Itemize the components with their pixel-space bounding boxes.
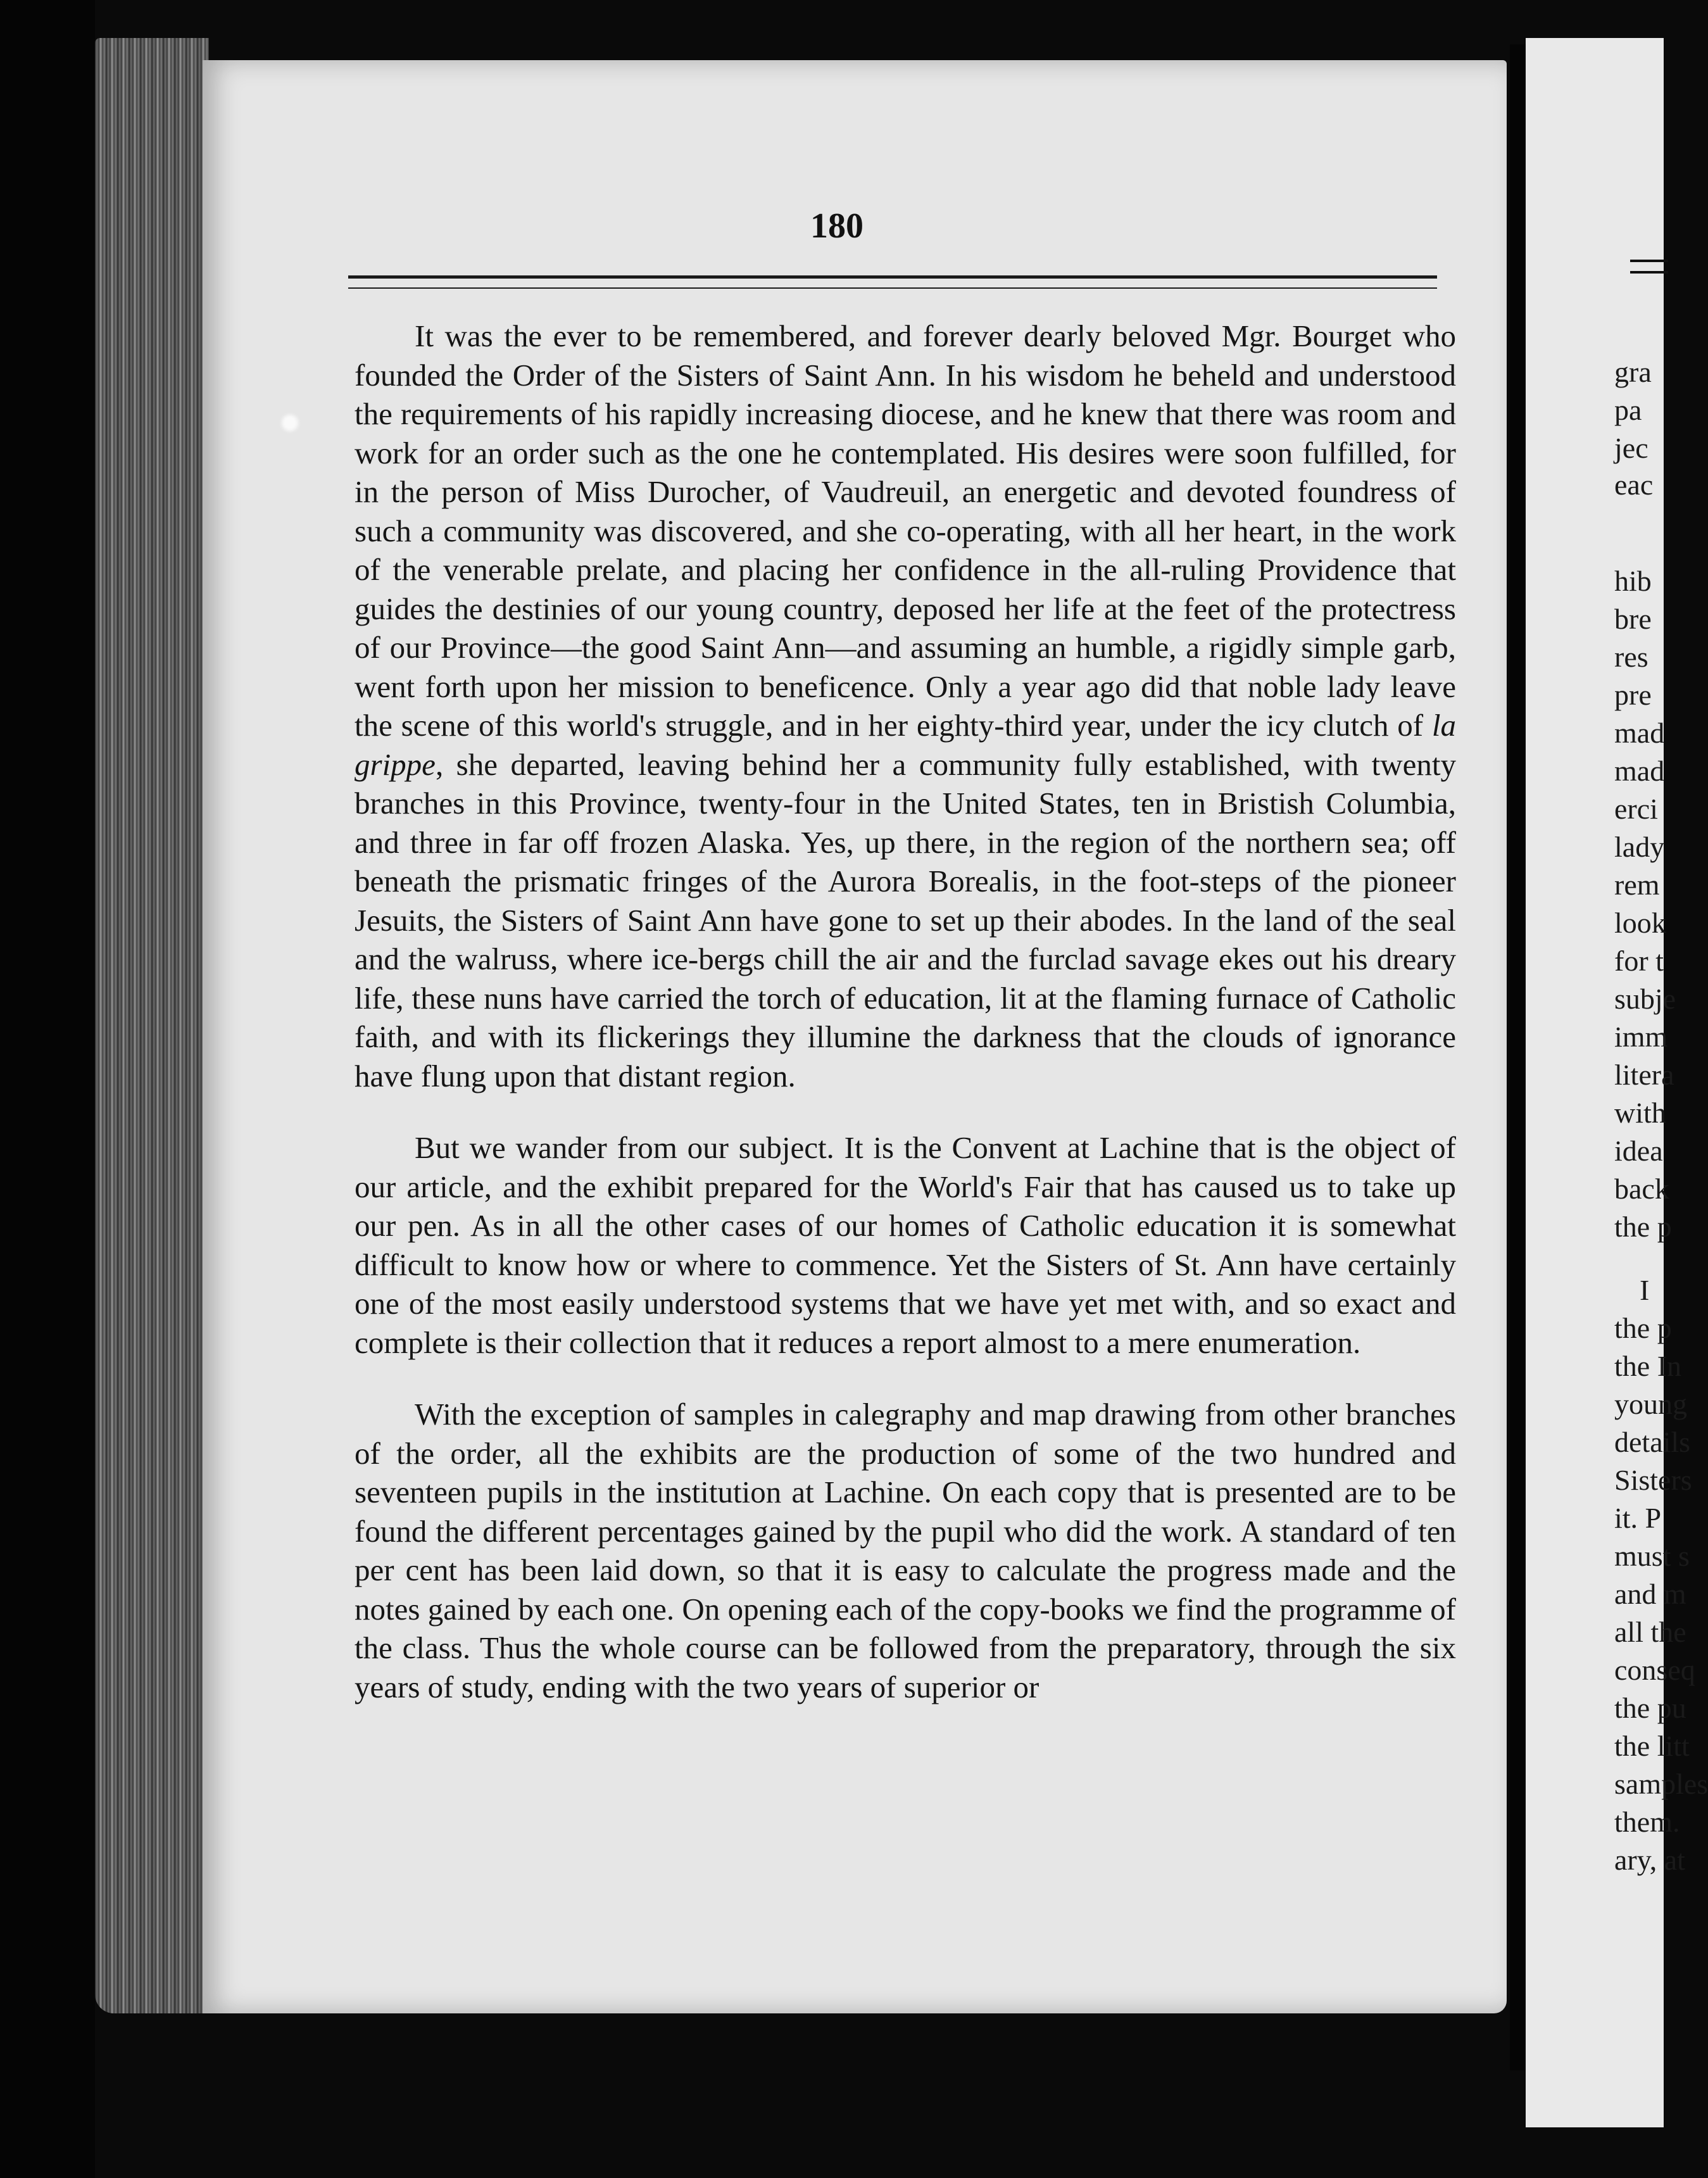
facing-page-line: idea [1614,1135,1663,1167]
facing-page-line: pa [1614,394,1642,426]
facing-page-line: imm [1614,1021,1668,1053]
facing-page-line: look [1614,907,1666,939]
facing-page-line: back [1614,1173,1669,1205]
facing-page-line: must s [1614,1540,1690,1572]
facing-page-line: rem [1614,869,1660,901]
facing-page-line: subje [1614,983,1676,1015]
facing-page-line: with [1614,1097,1666,1129]
facing-page-line: details [1614,1426,1691,1458]
facing-page-line: hib [1614,565,1652,597]
facing-page-line: the p [1614,1211,1672,1243]
page-number: 180 [810,206,863,246]
facing-page-line: the p [1614,1312,1672,1344]
facing-page-line: the In [1614,1350,1682,1382]
paragraph-3: With the exception of samples in calegraphy and map drawing from other branches of the order, all the exhibits are the production of some of the two hundred and seventeen pupils in the institution at Lachine. On each copy that is presented are to be found the different percentages gained by the pupil who did the work. A standard of ten per cent has been laid down, so that it is easy to calculate the progress made and the notes gained by each one. On opening each of the copy-books we find the programme of the class. Thus the whole course can be followed from the preparatory, through the six years of study, ending with the two years of superior or [355,1397,1456,1704]
facing-page-header-rule [1630,260,1668,274]
book-page-edges [95,38,209,2013]
facing-page-line: young [1614,1388,1687,1420]
facing-page-line: gra [1614,356,1652,388]
facing-page-line: it. P [1614,1502,1662,1534]
paragraph-2: But we wander from our subject. It is the Convent at Lachine that is the object of our article, and the exhibit prepared for the World's Fair that has caused us to take up our pen. As in all the other cases of our homes of Catholic education it is somewhat difficult to know how or where to commence. Yet the Sisters of St. Ann have certainly one of the most easily understood systems that we have yet met with, and so exact and complete is their collection that it reduces a report almost to a mere enumeration. [355,1130,1456,1360]
facing-page-line: all the [1614,1616,1686,1648]
page-body [355,317,1456,1706]
facing-page [1526,38,1708,2127]
paragraph-1-text: It was the ever to be remembered, and forever dearly beloved Mgr. Bourget who founded the Order of the Sisters of Saint Ann. In his wisdom he beheld and understood the requirements of his rapidly increasing diocese, and he knew that there was room and work for an order such as the one he contemplated. His desires were soon fulfilled, for in the person of Miss Durocher, of Vaudreuil, an energetic and devoted foundress of such a community was discovered, and she co-operating, with all her heart, in the work of the venerable prelate, and placing her confidence in the all-ruling Providence that guides the destinies of our young country, deposed her life at the feet of the protectress of our Province—the good Saint Ann—and assuming an humble, a rigidly simple garb, went forth upon her mission to beneficence. Only a year ago did that noble lady leave the scene of this world's struggle, and in her eighty-third year, under the icy clutch of [355,318,1456,743]
facing-page-line: the litt [1614,1730,1690,1762]
facing-page-line: conseq [1614,1654,1695,1686]
paragraph-1-tail: , she departed, leaving behind her a community fully established, with twenty branches in this Province, twenty-four in the United States, ten in Bristish Columbia, and three in far off frozen Alaska. Yes, up there, in the region of the northern sea; off beneath the prismatic fringes of the Aurora Borealis, in the foot-steps of the pioneer Jesuits, the Sisters of Saint Ann have gone to set up their abodes. In the land of the seal and the walruss, where ice-bergs chill the air and the furclad savage ekes out his dreary life, these nuns have carried the torch of education, lit at the flaming furnace of Catholic faith, and with its flickerings they illumine the darkness that the clouds of ignorance have flung upon that distant region. [355,746,1456,1093]
facing-page-line: samples [1614,1768,1708,1800]
facing-page-line: Sisters [1614,1464,1692,1496]
facing-page-line: eac [1614,469,1654,501]
facing-page-line: them. [1614,1806,1680,1838]
facing-page-line: I [1640,1274,1650,1306]
film-speck [282,415,298,431]
facing-page-line: and m [1614,1578,1686,1610]
facing-page-line: bre [1614,603,1652,635]
facing-page-line: res [1614,641,1648,673]
facing-page-line: mad [1614,717,1665,749]
facing-page-line: litera [1614,1059,1674,1091]
facing-page-line: for t [1614,945,1664,977]
facing-page-line: erci [1614,793,1658,825]
facing-page-line: the pu [1614,1692,1686,1724]
facing-page-line: lady [1614,831,1665,863]
film-margin [0,0,95,2178]
facing-page-line: pre [1614,679,1652,711]
header-rule [348,275,1437,289]
facing-page-line: jec [1614,432,1648,464]
facing-page-line: ary, at [1614,1844,1685,1876]
facing-page-line: mad [1614,755,1665,787]
paragraph-1 [355,317,1456,1095]
italic-phrase: la grippe [355,708,1457,782]
